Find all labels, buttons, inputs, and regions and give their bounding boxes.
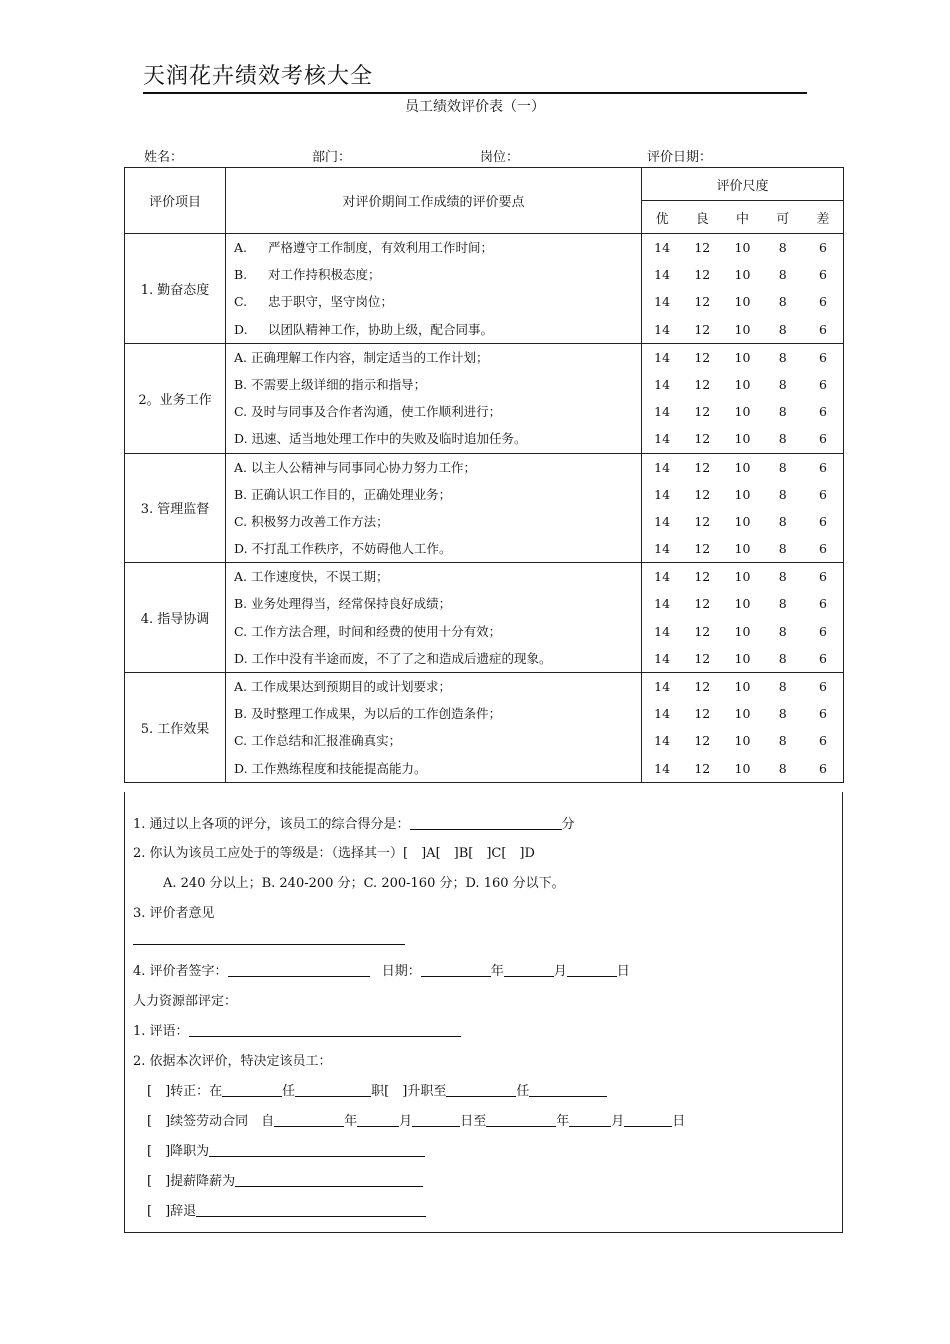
criteria-item xyxy=(226,316,641,343)
score-option[interactable]: 6 xyxy=(818,541,827,557)
score-option[interactable]: 8 xyxy=(778,459,787,475)
score-row xyxy=(642,755,843,782)
score-row xyxy=(642,454,843,481)
salary-label: [ ]提薪降薪为 xyxy=(147,1174,236,1189)
header-item: 评价项目 xyxy=(125,168,226,234)
criteria-text: C. 工作总结和汇报准确真实； xyxy=(234,733,402,749)
date-field-label: 评价日期： xyxy=(647,150,713,165)
month-label: 月 xyxy=(553,964,567,979)
score-option[interactable]: 10 xyxy=(734,760,751,776)
score-option[interactable]: 8 xyxy=(778,349,787,365)
score-option[interactable]: 8 xyxy=(778,569,787,585)
score-option[interactable]: 14 xyxy=(654,679,671,694)
score-option[interactable]: 14 xyxy=(654,459,671,475)
score-option[interactable]: 6 xyxy=(818,404,827,420)
score-option[interactable]: 6 xyxy=(818,513,827,529)
category-row xyxy=(125,234,844,344)
score-option[interactable]: 8 xyxy=(778,240,787,255)
criteria-letter: A. xyxy=(234,240,248,255)
score-row xyxy=(642,563,843,590)
score-row xyxy=(642,288,843,315)
score-option[interactable]: 10 xyxy=(734,349,751,365)
criteria-item xyxy=(226,425,641,452)
criteria-list xyxy=(226,234,642,344)
score-option[interactable]: 14 xyxy=(654,541,671,557)
total-score-line xyxy=(133,813,575,832)
score-option[interactable]: 10 xyxy=(734,294,751,310)
score-option[interactable]: 12 xyxy=(694,706,711,722)
criteria-item xyxy=(226,371,641,398)
criteria-text: 严格遵守工作制度，有效利用工作时间； xyxy=(268,240,494,255)
renew-day-label: 日 xyxy=(672,1114,686,1129)
score-option[interactable]: 14 xyxy=(654,294,671,310)
signature-label: 4. 评价者签字： xyxy=(133,964,228,979)
criteria-text: B. 业务处理得当，经常保持良好成绩； xyxy=(234,596,452,612)
score-option[interactable]: 10 xyxy=(734,486,751,502)
score-option[interactable]: 10 xyxy=(734,459,751,475)
dept-field-label: 部门： xyxy=(312,150,352,165)
criteria-text: A. 以主人公精神与同事同心协力努力工作； xyxy=(234,459,476,475)
dismiss-line[interactable] xyxy=(147,1200,426,1219)
criteria-item xyxy=(226,673,641,700)
score-option[interactable]: 10 xyxy=(734,679,751,694)
criteria-text: 对工作持积极态度； xyxy=(268,267,381,283)
evaluation-table xyxy=(124,167,844,783)
score-row xyxy=(642,590,843,617)
score-option[interactable]: 8 xyxy=(778,596,787,612)
renew-month-label: 月 xyxy=(399,1114,413,1129)
comment-line xyxy=(133,1020,461,1039)
score-option[interactable]: 8 xyxy=(778,541,787,557)
score-option[interactable]: 10 xyxy=(734,733,751,749)
regularize-blank-2[interactable] xyxy=(295,1082,371,1097)
score-option[interactable]: 10 xyxy=(734,623,751,639)
score-option[interactable]: 10 xyxy=(734,569,751,585)
score-option[interactable]: 10 xyxy=(734,650,751,666)
criteria-text: D. 工作熟练程度和技能提高能力。 xyxy=(234,760,427,776)
score-option[interactable]: 14 xyxy=(654,650,671,666)
score-unit: 分 xyxy=(561,817,575,832)
score-option[interactable]: 6 xyxy=(818,459,827,475)
score-option[interactable]: 10 xyxy=(734,321,751,337)
score-option[interactable]: 12 xyxy=(694,541,711,557)
score-option[interactable]: 10 xyxy=(734,596,751,612)
criteria-text: C. 及时与同事及合作者沟通，使工作顺利进行； xyxy=(234,404,502,420)
score-option[interactable]: 6 xyxy=(818,569,827,585)
name-field-label: 姓名： xyxy=(144,150,184,165)
criteria-letter: D. xyxy=(234,321,248,337)
score-option[interactable]: 10 xyxy=(734,240,751,255)
criteria-item xyxy=(226,755,641,782)
criteria-item xyxy=(226,398,641,425)
score-option[interactable]: 12 xyxy=(694,679,711,694)
score-option[interactable]: 12 xyxy=(694,760,711,776)
criteria-text: D. 不打乱工作秩序，不妨碍他人工作。 xyxy=(234,541,452,557)
criteria-text: B. 及时整理工作成果，为以后的工作创造条件； xyxy=(234,706,502,722)
score-row xyxy=(642,727,843,754)
score-option[interactable]: 14 xyxy=(654,376,671,392)
criteria-item xyxy=(226,288,641,315)
regularize-ren: 任 xyxy=(282,1084,296,1099)
criteria-item xyxy=(226,344,641,371)
criteria-list xyxy=(226,453,642,563)
score-option[interactable]: 6 xyxy=(818,760,827,776)
score-option[interactable]: 12 xyxy=(694,486,711,502)
renew-year-label-2: 年 xyxy=(556,1114,570,1129)
grade-question[interactable]: 2. 你认为该员工应处于的等级是：（选择其一）[ ]A[ ]B[ ]C[ ]D xyxy=(133,846,535,861)
score-option[interactable]: 10 xyxy=(734,404,751,420)
demote-label: [ ]降职为 xyxy=(147,1144,210,1159)
criteria-text: B. 不需要上级详细的指示和指导； xyxy=(234,376,427,392)
criteria-text: C. 积极努力改善工作方法； xyxy=(234,513,389,529)
score-row xyxy=(642,700,843,727)
criteria-item xyxy=(226,481,641,508)
criteria-item xyxy=(226,590,641,617)
criteria-item xyxy=(226,508,641,535)
score-option[interactable]: 6 xyxy=(818,376,827,392)
category-name: 2。业务工作 xyxy=(125,343,226,453)
category-name: 4. 指导协调 xyxy=(125,563,226,673)
renew-month-to[interactable] xyxy=(569,1112,611,1127)
comment-label: 1. 评语： xyxy=(133,1024,189,1039)
score-option[interactable]: 10 xyxy=(734,267,751,283)
criteria-text: D. 迅速、适当地处理工作中的失败及临时追加任务。 xyxy=(234,431,527,447)
score-option[interactable]: 6 xyxy=(818,349,827,365)
score-row xyxy=(642,316,843,343)
score-row xyxy=(642,261,843,288)
score-option[interactable]: 8 xyxy=(778,513,787,529)
dismiss-label: [ ]辞退 xyxy=(147,1204,197,1219)
score-option[interactable]: 12 xyxy=(694,321,711,337)
score-option[interactable]: 8 xyxy=(778,650,787,666)
opinion-label: 3. 评价者意见 xyxy=(133,906,215,921)
category-name: 1. 勤奋态度 xyxy=(125,234,226,344)
score-option[interactable]: 8 xyxy=(778,376,787,392)
score-option[interactable]: 14 xyxy=(654,760,671,776)
score-option[interactable]: 14 xyxy=(654,513,671,529)
renew-day-from[interactable] xyxy=(412,1112,460,1127)
score-row xyxy=(642,371,843,398)
category-row xyxy=(125,453,844,563)
score-option[interactable]: 14 xyxy=(654,623,671,639)
document-title: 天润花卉绩效考核大全 xyxy=(143,62,807,94)
criteria-item xyxy=(226,535,641,562)
grade-header-4: 差 xyxy=(816,211,830,227)
score-row xyxy=(642,344,843,371)
grade-header-2: 中 xyxy=(736,211,750,227)
grade-header-3: 可 xyxy=(776,211,790,227)
score-option[interactable]: 12 xyxy=(694,513,711,529)
score-option[interactable]: 8 xyxy=(778,706,787,722)
day-label: 日 xyxy=(616,964,630,979)
score-option[interactable]: 8 xyxy=(778,404,787,420)
score-option[interactable]: 10 xyxy=(734,706,751,722)
score-row xyxy=(642,398,843,425)
day-blank[interactable] xyxy=(567,962,617,977)
grade-header-1: 良 xyxy=(695,211,709,227)
score-row xyxy=(642,645,843,672)
criteria-item xyxy=(226,563,641,590)
regularize-blank-1[interactable] xyxy=(222,1082,282,1097)
score-option[interactable]: 8 xyxy=(778,623,787,639)
criteria-list xyxy=(226,343,642,453)
score-option[interactable]: 12 xyxy=(694,459,711,475)
demote-line[interactable] xyxy=(147,1140,425,1159)
score-option[interactable]: 6 xyxy=(818,679,827,694)
score-option[interactable]: 6 xyxy=(818,240,827,255)
header-points: 对评价期间工作成绩的评价要点 xyxy=(226,168,642,234)
score-option[interactable]: 12 xyxy=(694,294,711,310)
score-option[interactable]: 8 xyxy=(778,679,787,694)
criteria-letter: B. xyxy=(234,267,248,283)
score-option[interactable]: 6 xyxy=(818,733,827,749)
score-option[interactable]: 14 xyxy=(654,321,671,337)
renew-day-to[interactable] xyxy=(624,1112,672,1127)
renew-month-label-2: 月 xyxy=(611,1114,625,1129)
score-option[interactable]: 6 xyxy=(818,706,827,722)
score-option[interactable]: 10 xyxy=(734,431,751,447)
score-row xyxy=(642,508,843,535)
score-option[interactable]: 6 xyxy=(818,596,827,612)
score-option[interactable]: 14 xyxy=(654,240,671,255)
score-option[interactable]: 12 xyxy=(694,404,711,420)
score-option[interactable]: 14 xyxy=(654,267,671,283)
criteria-item xyxy=(226,618,641,645)
score-option[interactable]: 8 xyxy=(778,321,787,337)
score-row xyxy=(642,234,843,261)
score-option[interactable]: 8 xyxy=(778,733,787,749)
renew-year-to[interactable] xyxy=(486,1112,556,1127)
salary-blank[interactable] xyxy=(235,1172,423,1187)
score-option[interactable]: 10 xyxy=(734,376,751,392)
score-row xyxy=(642,618,843,645)
dismiss-blank[interactable] xyxy=(196,1202,426,1217)
score-option[interactable]: 14 xyxy=(654,733,671,749)
score-option[interactable]: 6 xyxy=(818,267,827,283)
score-option[interactable]: 12 xyxy=(694,650,711,666)
score-option[interactable]: 6 xyxy=(818,486,827,502)
score-row xyxy=(642,535,843,562)
hr-eval-label: 人力资源部评定： xyxy=(133,994,238,1009)
score-option[interactable]: 6 xyxy=(818,431,827,447)
criteria-text: A. 工作速度快，不误工期； xyxy=(234,569,389,585)
renew-year-label: 年 xyxy=(344,1114,358,1129)
category-row xyxy=(125,343,844,453)
regularize-line[interactable] xyxy=(147,1080,607,1099)
score-option[interactable]: 8 xyxy=(778,294,787,310)
score-option[interactable]: 14 xyxy=(654,596,671,612)
score-option[interactable]: 6 xyxy=(818,623,827,639)
score-option[interactable]: 14 xyxy=(654,404,671,420)
score-option[interactable]: 14 xyxy=(654,431,671,447)
score-option[interactable]: 6 xyxy=(818,650,827,666)
score-option[interactable]: 6 xyxy=(818,294,827,310)
promote-blank-2[interactable] xyxy=(529,1082,607,1097)
score-option[interactable]: 12 xyxy=(694,349,711,365)
signature-blank[interactable] xyxy=(228,962,370,977)
salary-line[interactable] xyxy=(147,1170,423,1189)
form-title: 员工绩效评价表（一） xyxy=(405,99,545,115)
score-option[interactable]: 10 xyxy=(734,541,751,557)
score-options xyxy=(642,343,844,453)
score-row xyxy=(642,425,843,452)
score-option[interactable]: 8 xyxy=(778,267,787,283)
category-row xyxy=(125,563,844,673)
score-option[interactable]: 12 xyxy=(694,569,711,585)
criteria-item xyxy=(226,700,641,727)
criteria-text: 以团队精神工作，协助上级，配合同事。 xyxy=(268,321,494,337)
year-label: 年 xyxy=(490,964,504,979)
category-name: 3. 管理监督 xyxy=(125,453,226,563)
score-option[interactable]: 14 xyxy=(654,706,671,722)
position-field-label: 岗位： xyxy=(480,150,520,165)
score-option[interactable]: 14 xyxy=(654,569,671,585)
total-score-label: 1. 通过以上各项的评分，该员工的综合得分是： xyxy=(133,817,410,832)
score-option[interactable]: 12 xyxy=(694,376,711,392)
score-options xyxy=(642,673,844,783)
renew-to-label: 日至 xyxy=(460,1114,487,1129)
renew-year-from[interactable] xyxy=(274,1112,344,1127)
criteria-item xyxy=(226,645,641,672)
score-option[interactable]: 12 xyxy=(694,267,711,283)
criteria-list xyxy=(226,563,642,673)
score-option[interactable]: 14 xyxy=(654,349,671,365)
score-options xyxy=(642,234,844,344)
score-option[interactable]: 12 xyxy=(694,733,711,749)
decision-label: 2. 依据本次评价，特决定该员工： xyxy=(133,1054,332,1069)
demote-blank[interactable] xyxy=(209,1142,425,1157)
score-option[interactable]: 6 xyxy=(818,321,827,337)
total-score-blank[interactable] xyxy=(410,815,562,830)
criteria-text: A. 工作成果达到预期目的或计划要求； xyxy=(234,679,451,694)
promote-ren: 任 xyxy=(516,1084,530,1099)
renew-line[interactable] xyxy=(147,1110,685,1129)
comment-blank[interactable] xyxy=(189,1022,461,1037)
score-option[interactable]: 12 xyxy=(694,596,711,612)
header-scale: 评价尺度 xyxy=(642,168,844,201)
renew-label: [ ]续签劳动合同 自 xyxy=(147,1114,275,1129)
evaluation-summary xyxy=(124,792,843,1233)
score-option[interactable]: 10 xyxy=(734,513,751,529)
criteria-letter: C. xyxy=(234,294,248,310)
signature-line xyxy=(133,960,630,979)
grade-ranges: A. 240 分以上；B. 240-200 分；C. 200-160 分；D. 160 分以下。 xyxy=(163,876,565,891)
score-row xyxy=(642,481,843,508)
year-blank[interactable] xyxy=(421,962,491,977)
score-option[interactable]: 12 xyxy=(694,623,711,639)
opinion-blank[interactable] xyxy=(133,930,405,945)
date-label: 日期： xyxy=(381,964,421,979)
criteria-item xyxy=(226,261,641,288)
score-option[interactable]: 14 xyxy=(654,486,671,502)
criteria-text: 忠于职守，坚守岗位； xyxy=(268,294,394,310)
promote-label: 职[ ]升职至 xyxy=(371,1084,447,1099)
month-blank[interactable] xyxy=(504,962,554,977)
score-option[interactable]: 12 xyxy=(694,431,711,447)
score-option[interactable]: 8 xyxy=(778,431,787,447)
score-options xyxy=(642,453,844,563)
category-name: 5. 工作效果 xyxy=(125,673,226,783)
score-option[interactable]: 8 xyxy=(778,760,787,776)
score-option[interactable]: 8 xyxy=(778,486,787,502)
criteria-text: C. 工作方法合理，时间和经费的使用十分有效； xyxy=(234,623,502,639)
criteria-text: B. 正确认识工作目的，正确处理业务； xyxy=(234,486,452,502)
criteria-item xyxy=(226,454,641,481)
grade-header-0: 优 xyxy=(655,211,669,227)
criteria-text: D. 工作中没有半途而废，不了了之和造成后遗症的现象。 xyxy=(234,650,552,666)
score-options xyxy=(642,563,844,673)
regularize-label: [ ]转正：在 xyxy=(147,1084,223,1099)
renew-month-from[interactable] xyxy=(357,1112,399,1127)
promote-blank[interactable] xyxy=(446,1082,516,1097)
header-grades xyxy=(642,201,844,234)
criteria-text: A. 正确理解工作内容，制定适当的工作计划； xyxy=(234,349,489,365)
score-option[interactable]: 12 xyxy=(694,240,711,255)
score-row xyxy=(642,673,843,700)
criteria-item xyxy=(226,234,641,261)
category-row xyxy=(125,673,844,783)
criteria-item xyxy=(226,727,641,754)
criteria-list xyxy=(226,673,642,783)
